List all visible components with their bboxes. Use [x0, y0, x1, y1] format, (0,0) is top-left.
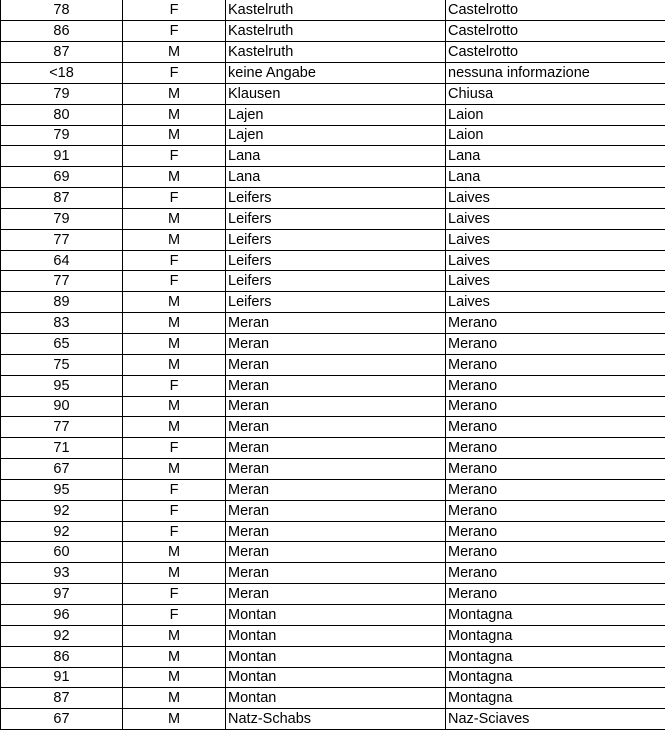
municipality-it-cell: Merano: [446, 542, 665, 563]
table-row: [1, 563, 665, 584]
sex-cell: F: [123, 271, 226, 292]
age-cell: 79: [1, 208, 123, 229]
age-cell: 64: [1, 250, 123, 271]
municipality-de-cell: Meran: [226, 479, 446, 500]
municipality-de-cell: Meran: [226, 334, 446, 355]
age-cell: 96: [1, 604, 123, 625]
sex-cell: F: [123, 479, 226, 500]
age-cell: <18: [1, 63, 123, 84]
municipality-it-cell: Merano: [446, 313, 665, 334]
municipality-it-cell: Merano: [446, 438, 665, 459]
table-row: [1, 604, 665, 625]
age-cell: 87: [1, 188, 123, 209]
municipality-it-cell: Laion: [446, 104, 665, 125]
table-row: [1, 459, 665, 480]
age-cell: 86: [1, 21, 123, 42]
age-cell: 87: [1, 42, 123, 63]
age-cell: 67: [1, 459, 123, 480]
municipality-de-cell: Meran: [226, 354, 446, 375]
municipality-de-cell: Leifers: [226, 271, 446, 292]
municipality-it-cell: Castelrotto: [446, 21, 665, 42]
table-row: [1, 646, 665, 667]
sex-cell: M: [123, 104, 226, 125]
sex-cell: M: [123, 292, 226, 313]
municipality-de-cell: Meran: [226, 459, 446, 480]
municipality-de-cell: Montan: [226, 688, 446, 709]
municipality-it-cell: Laives: [446, 208, 665, 229]
municipality-de-cell: Leifers: [226, 208, 446, 229]
municipality-de-cell: Meran: [226, 375, 446, 396]
sex-cell: F: [123, 188, 226, 209]
municipality-it-cell: Laion: [446, 125, 665, 146]
municipality-de-cell: Meran: [226, 396, 446, 417]
municipality-de-cell: Meran: [226, 438, 446, 459]
municipality-it-cell: Merano: [446, 584, 665, 605]
age-cell: 90: [1, 396, 123, 417]
sex-cell: M: [123, 542, 226, 563]
table-row: [1, 438, 665, 459]
municipality-it-cell: Laives: [446, 250, 665, 271]
table-row: [1, 42, 665, 63]
table-row: [1, 0, 665, 21]
age-cell: 91: [1, 667, 123, 688]
table-row: [1, 292, 665, 313]
municipality-it-cell: Montagna: [446, 688, 665, 709]
municipality-de-cell: keine Angabe: [226, 63, 446, 84]
age-cell: 79: [1, 83, 123, 104]
municipality-de-cell: Leifers: [226, 250, 446, 271]
sex-cell: M: [123, 396, 226, 417]
sex-cell: F: [123, 604, 226, 625]
age-cell: 77: [1, 229, 123, 250]
sex-cell: M: [123, 563, 226, 584]
sex-cell: F: [123, 63, 226, 84]
age-cell: 95: [1, 479, 123, 500]
municipality-de-cell: Kastelruth: [226, 21, 446, 42]
table-row: [1, 709, 665, 730]
municipality-it-cell: Montagna: [446, 604, 665, 625]
sex-cell: F: [123, 521, 226, 542]
municipality-it-cell: nessuna informazione: [446, 63, 665, 84]
table-row: [1, 417, 665, 438]
municipality-de-cell: Leifers: [226, 188, 446, 209]
table-row: [1, 500, 665, 521]
municipality-de-cell: Natz-Schabs: [226, 709, 446, 730]
table-row: [1, 21, 665, 42]
table-row: [1, 667, 665, 688]
age-cell: 69: [1, 167, 123, 188]
municipality-it-cell: Montagna: [446, 667, 665, 688]
municipality-de-cell: Lana: [226, 167, 446, 188]
municipality-de-cell: Meran: [226, 584, 446, 605]
municipality-de-cell: Lana: [226, 146, 446, 167]
age-cell: 78: [1, 0, 123, 21]
age-cell: 87: [1, 688, 123, 709]
table-row: [1, 146, 665, 167]
table-row: [1, 313, 665, 334]
table-row: [1, 542, 665, 563]
age-cell: 83: [1, 313, 123, 334]
municipality-it-cell: Lana: [446, 146, 665, 167]
table-body: [1, 0, 665, 730]
table-row: [1, 250, 665, 271]
municipality-it-cell: Merano: [446, 354, 665, 375]
sex-cell: F: [123, 438, 226, 459]
table-row: [1, 229, 665, 250]
age-cell: 86: [1, 646, 123, 667]
municipality-de-cell: Meran: [226, 313, 446, 334]
age-cell: 93: [1, 563, 123, 584]
table-row: [1, 188, 665, 209]
age-cell: 92: [1, 521, 123, 542]
sex-cell: M: [123, 625, 226, 646]
age-cell: 80: [1, 104, 123, 125]
age-cell: 89: [1, 292, 123, 313]
sex-cell: M: [123, 334, 226, 355]
sex-cell: F: [123, 375, 226, 396]
age-cell: 95: [1, 375, 123, 396]
age-cell: 75: [1, 354, 123, 375]
table-row: [1, 83, 665, 104]
table-row: [1, 396, 665, 417]
sex-cell: M: [123, 83, 226, 104]
municipality-it-cell: Merano: [446, 563, 665, 584]
municipality-de-cell: Kastelruth: [226, 0, 446, 21]
municipality-it-cell: Laives: [446, 229, 665, 250]
table-row: [1, 354, 665, 375]
table-row: [1, 584, 665, 605]
municipality-it-cell: Merano: [446, 459, 665, 480]
municipality-it-cell: Montagna: [446, 646, 665, 667]
age-cell: 77: [1, 417, 123, 438]
sex-cell: M: [123, 313, 226, 334]
table-row: [1, 104, 665, 125]
municipality-de-cell: Meran: [226, 542, 446, 563]
table-row: [1, 625, 665, 646]
municipality-de-cell: Lajen: [226, 104, 446, 125]
sex-cell: F: [123, 584, 226, 605]
municipality-it-cell: Chiusa: [446, 83, 665, 104]
municipality-de-cell: Leifers: [226, 292, 446, 313]
sex-cell: M: [123, 459, 226, 480]
municipality-de-cell: Meran: [226, 417, 446, 438]
municipality-de-cell: Klausen: [226, 83, 446, 104]
sex-cell: M: [123, 688, 226, 709]
municipality-it-cell: Castelrotto: [446, 42, 665, 63]
table-row: [1, 521, 665, 542]
sex-cell: M: [123, 125, 226, 146]
age-cell: 97: [1, 584, 123, 605]
municipality-it-cell: Castelrotto: [446, 0, 665, 21]
municipality-de-cell: Meran: [226, 500, 446, 521]
sex-cell: M: [123, 229, 226, 250]
table-row: [1, 125, 665, 146]
sex-cell: M: [123, 167, 226, 188]
age-cell: 77: [1, 271, 123, 292]
municipality-it-cell: Merano: [446, 334, 665, 355]
municipality-de-cell: Montan: [226, 604, 446, 625]
table-row: [1, 271, 665, 292]
municipality-de-cell: Meran: [226, 563, 446, 584]
municipality-de-cell: Montan: [226, 646, 446, 667]
table-row: [1, 208, 665, 229]
age-cell: 67: [1, 709, 123, 730]
municipality-de-cell: Montan: [226, 625, 446, 646]
age-cell: 71: [1, 438, 123, 459]
municipality-it-cell: Merano: [446, 396, 665, 417]
age-cell: 92: [1, 625, 123, 646]
municipality-de-cell: Meran: [226, 521, 446, 542]
sex-cell: M: [123, 667, 226, 688]
sex-cell: F: [123, 500, 226, 521]
table-row: [1, 167, 665, 188]
municipality-it-cell: Merano: [446, 417, 665, 438]
municipality-it-cell: Lana: [446, 167, 665, 188]
municipality-de-cell: Kastelruth: [226, 42, 446, 63]
sex-cell: M: [123, 646, 226, 667]
age-cell: 60: [1, 542, 123, 563]
sex-cell: F: [123, 250, 226, 271]
table-row: [1, 375, 665, 396]
sex-cell: M: [123, 354, 226, 375]
table-row: [1, 63, 665, 84]
municipality-it-cell: Laives: [446, 271, 665, 292]
table-row: [1, 334, 665, 355]
municipality-de-cell: Leifers: [226, 229, 446, 250]
municipality-it-cell: Laives: [446, 292, 665, 313]
age-cell: 92: [1, 500, 123, 521]
municipality-it-cell: Merano: [446, 521, 665, 542]
municipality-it-cell: Laives: [446, 188, 665, 209]
sex-cell: M: [123, 208, 226, 229]
table-row: [1, 688, 665, 709]
municipality-it-cell: Merano: [446, 479, 665, 500]
age-cell: 91: [1, 146, 123, 167]
municipality-it-cell: Montagna: [446, 625, 665, 646]
sex-cell: M: [123, 42, 226, 63]
sex-cell: M: [123, 709, 226, 730]
municipality-it-cell: Merano: [446, 500, 665, 521]
municipality-it-cell: Naz-Sciaves: [446, 709, 665, 730]
age-cell: 79: [1, 125, 123, 146]
municipality-de-cell: Montan: [226, 667, 446, 688]
age-cell: 65: [1, 334, 123, 355]
sex-cell: M: [123, 417, 226, 438]
municipality-de-cell: Lajen: [226, 125, 446, 146]
sex-cell: F: [123, 0, 226, 21]
table-row: [1, 479, 665, 500]
municipality-it-cell: Merano: [446, 375, 665, 396]
sex-cell: F: [123, 21, 226, 42]
sex-cell: F: [123, 146, 226, 167]
